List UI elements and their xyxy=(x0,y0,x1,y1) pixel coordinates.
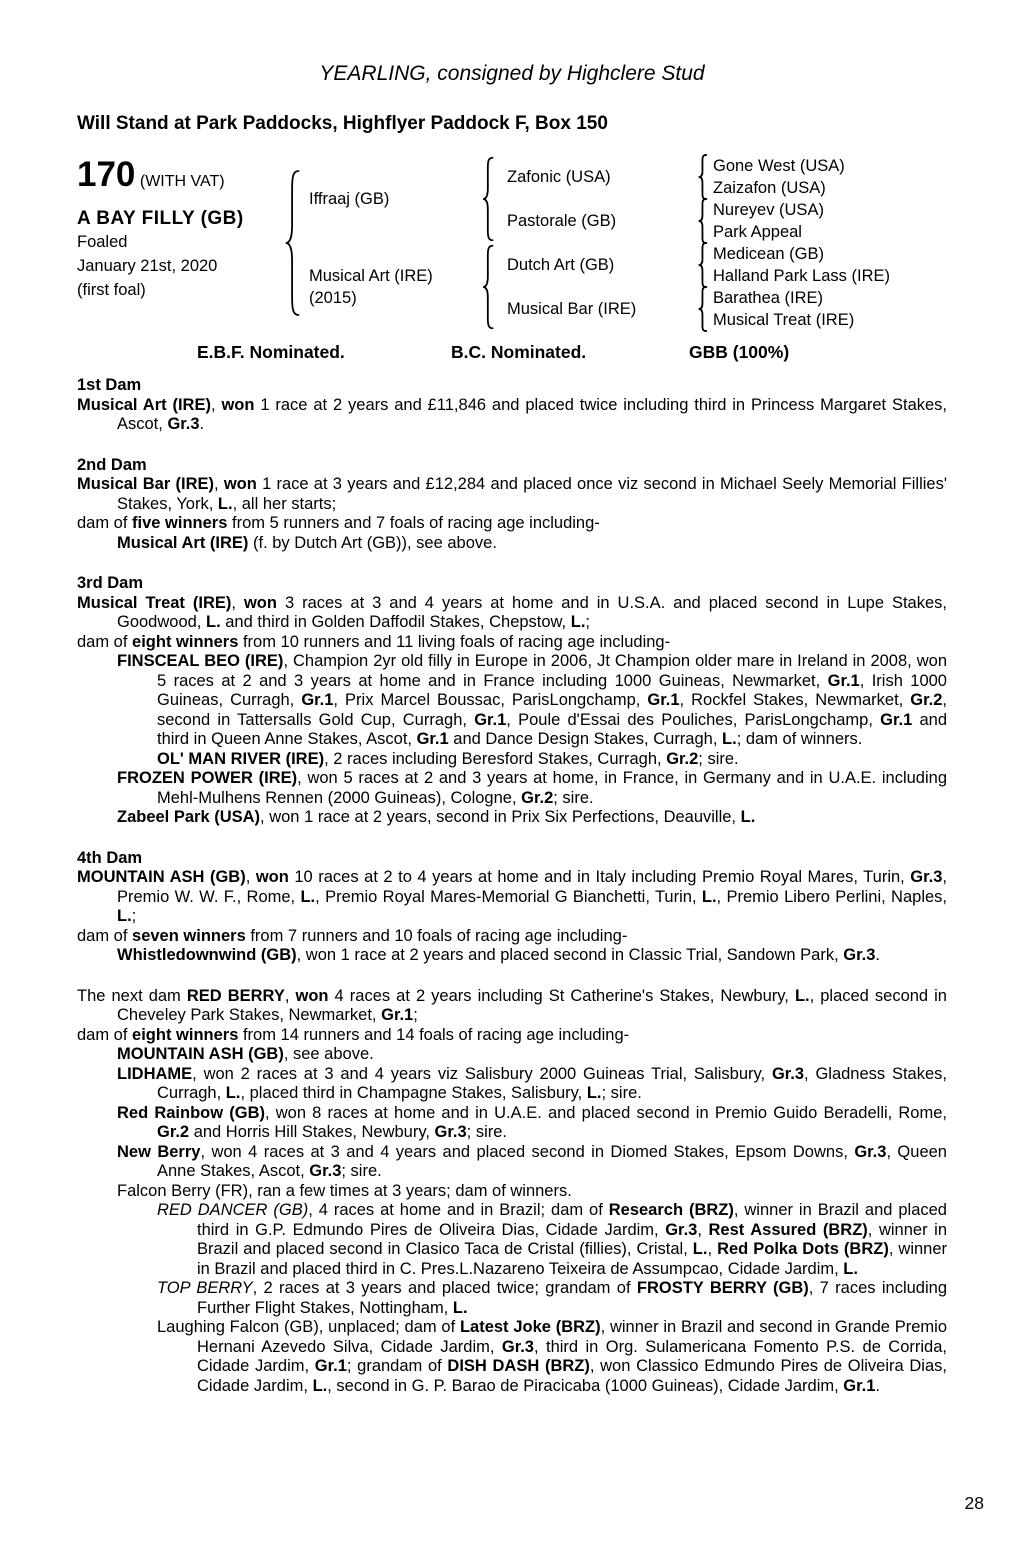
pedigree-brace-icon xyxy=(283,155,309,331)
pedigree-brace-icon xyxy=(481,155,507,243)
section-2nd-dam xyxy=(77,456,947,554)
dam-entry: Musical Art (IRE), won 1 race at 2 years and £11,846 and placed twice including third in Princess Margaret Stakes, Ascot, Gr.3. xyxy=(77,395,948,433)
offspring-entry: MOUNTAIN ASH (GB), see above. xyxy=(117,1045,374,1063)
offspring-entry: New Berry, won 4 races at 3 and 4 years and placed second in Diomed Stakes, Epsom Downs, Gr.3, Queen Anne Stakes, Ascot, Gr.3; sire. xyxy=(117,1142,947,1180)
lot-number-line xyxy=(77,155,283,195)
lot-description: A BAY FILLY (GB) xyxy=(77,208,244,229)
section-4th-dam xyxy=(77,849,947,966)
lot-number: 170 xyxy=(77,155,136,194)
dam-name: Musical Art (IRE) xyxy=(309,267,433,285)
dam-year: (2015) xyxy=(309,289,357,307)
offspring-entry: RED DANCER (GB), 4 races at home and in Brazil; dam of Research (BRZ), winner in Brazil and placed third in G.P. Edmundo Pires de Oliveira Dias, Cidade Jardim, Gr.3, Rest Assured (BRZ), winner in Brazil and placed second in Clasico Taca de Cristal (fillies), Cristal, L., Red Polka Dots (BRZ), winner in Brazil and placed third in C. Pres.L.Nazareno Teixeira de Assumpcao, Cidade Jardim, L. xyxy=(157,1201,948,1278)
sire-sire: Zafonic (USA) xyxy=(507,167,611,186)
dam-sire-dam: Halland Park Lass (IRE) xyxy=(713,266,890,285)
pedigree-brace-icon xyxy=(481,243,507,331)
section-heading: 1st Dam xyxy=(77,376,142,394)
dam-name-block xyxy=(309,243,481,331)
pedigree-brace-icon xyxy=(697,199,713,243)
dam-entry: The next dam RED BERRY, won 4 races at 2 years including St Catherine's Stakes, Newbury, L., placed second in Cheveley Park Stakes, Newmarket, Gr.1; xyxy=(77,986,947,1024)
section-heading: 4th Dam xyxy=(77,848,143,867)
offspring-entry: Musical Art (IRE) (f. by Dutch Art (GB)), see above. xyxy=(117,533,497,552)
foaled-label: Foaled xyxy=(77,233,128,251)
offspring-entry: FINSCEAL BEO (IRE), Champion 2yr old filly in Europe in 2006, Jt Champion older mare in Ireland in 2008, won 5 races at 2 and 3 years at home and in France including 1000 Guineas, Newmarket, Gr.1, Irish 1000 Guineas, Curragh, Gr.1, Prix Marcel Boussac, ParisLongchamp, Gr.1, Rockfel Stakes, Newmarket, Gr.2, second in Tattersalls Gold Cup, Curragh, Gr.1, Poule d'Essai des Pouliches, ParisLongchamp, Gr.1 and third in Queen Anne Stakes, Ascot, Gr.1 and Dance Design Stakes, Curragh, L.; dam of winners. xyxy=(117,652,948,748)
produce-summary: dam of eight winners from 14 runners and 14 foals of racing age including- xyxy=(77,1025,630,1044)
offspring-entry: Whistledownwind (GB), won 1 race at 2 years and placed second in Classic Trial, Sandown Park, Gr.3. xyxy=(117,946,880,964)
section-3rd-dam xyxy=(77,574,947,828)
lot-block xyxy=(77,155,283,331)
produce-summary: dam of eight winners from 10 runners and 11 living foals of racing age including- xyxy=(77,632,671,651)
offspring-entry: Falcon Berry (FR), ran a few times at 3 years; dam of winners. xyxy=(117,1181,572,1200)
pedigree-brace-icon xyxy=(697,155,713,199)
bc-nominated: B.C. Nominated. xyxy=(451,342,587,362)
pedigree-brace-icon xyxy=(697,243,713,287)
dam-dam-sire: Barathea (IRE) xyxy=(713,288,824,307)
stand-location-line: Will Stand at Park Paddocks, Highflyer Paddock F, Box 150 xyxy=(77,113,608,134)
produce-summary: dam of seven winners from 7 runners and 10 foals of racing age including- xyxy=(77,926,628,945)
sire-dam: Pastorale (GB) xyxy=(507,211,617,230)
produce-summary: dam of five winners from 5 runners and 7 foals of racing age including- xyxy=(77,514,600,532)
foaled-date: January 21st, 2020 xyxy=(77,257,218,275)
ebf-nominated: E.B.F. Nominated. xyxy=(197,342,345,362)
offspring-entry: TOP BERRY, 2 races at 3 years and placed twice; grandam of FROSTY BERRY (GB), 7 races including Further Flight Stakes, Nottingham, L. xyxy=(157,1279,947,1317)
offspring-entry: OL' MAN RIVER (IRE), 2 races including Beresford Stakes, Curragh, Gr.2; sire. xyxy=(157,749,739,768)
sire-dam-dam: Park Appeal xyxy=(713,222,802,241)
page-title: YEARLING, consigned by Highclere Stud xyxy=(319,62,705,85)
gbb-note: GBB (100%) xyxy=(689,342,790,362)
nominations-line xyxy=(77,342,1024,364)
page-number: 28 xyxy=(964,1493,984,1513)
offspring-entry: FROZEN POWER (IRE), won 5 races at 2 and 3 years at home, in France, in Germany and in U.A.E. including Mehl-Mulhens Rennen (2000 Guineas), Cologne, Gr.2; sire. xyxy=(117,769,947,807)
dam-sire-sire: Medicean (GB) xyxy=(713,244,824,263)
dam-entry: Musical Bar (IRE), won 1 race at 3 years and £12,284 and placed once viz second in Michael Seely Memorial Fillies' Stakes, York, L., all her starts; xyxy=(77,475,947,513)
dam-dam-dam: Musical Treat (IRE) xyxy=(713,310,855,329)
section-next-dam xyxy=(77,987,947,1397)
section-1st-dam xyxy=(77,376,947,435)
offspring-entry: Red Rainbow (GB), won 8 races at home and in U.A.E. and placed second in Premio Guido Beradelli, Rome, Gr.2 and Horris Hill Stakes, Newbury, Gr.3; sire. xyxy=(117,1103,947,1141)
dam-entry: Musical Treat (IRE), won 3 races at 3 and 4 years at home and in U.S.A. and placed second in Lupe Stakes, Goodwood, L. and third in Golden Daffodil Stakes, Chepstow, L.; xyxy=(77,593,947,631)
sire-sire-dam: Zaizafon (USA) xyxy=(713,178,826,197)
offspring-entry: LIDHAME, won 2 races at 3 and 4 years viz Salisbury 2000 Guineas Trial, Salisbury, Gr.3, Gladness Stakes, Curragh, L., placed third in Champagne Stakes, Salisbury, L.; sire. xyxy=(117,1064,947,1102)
dam-entry: MOUNTAIN ASH (GB), won 10 races at 2 to 4 years at home and in Italy including Premio Royal Mares, Turin, Gr.3, Premio W. W. F., Rome, L., Premio Royal Mares-Memorial G Bianchetti, Turin, L., Premio Libero Perlini, Naples, L.; xyxy=(77,868,947,925)
dam-dam: Musical Bar (IRE) xyxy=(507,299,637,318)
sire-dam-sire: Nureyev (USA) xyxy=(713,200,824,219)
pedigree-brace-icon xyxy=(697,287,713,331)
pedigree-text xyxy=(77,376,947,1396)
first-foal-note: (first foal) xyxy=(77,281,146,299)
sire-sire-sire: Gone West (USA) xyxy=(713,156,845,175)
section-heading: 2nd Dam xyxy=(77,455,147,474)
vat-note: (WITH VAT) xyxy=(139,173,225,190)
dam-sire: Dutch Art (GB) xyxy=(507,255,615,274)
section-heading: 3rd Dam xyxy=(77,574,144,592)
offspring-entry: Laughing Falcon (GB), unplaced; dam of Latest Joke (BRZ), winner in Brazil and second in Grande Premio Hernani Azevedo Silva, Cidade Jardim, Gr.3, third in Org. Sulamericana Fomento P.S. de Corrida, Cidade Jardim, Gr.1; grandam of DISH DASH (BRZ), won Classico Edmundo Pires de Oliveira Dias, Cidade Jardim, L., second in G. P. Barao de Piracicaba (1000 Guineas), Cidade Jardim, Gr.1. xyxy=(157,1318,948,1395)
pedigree-table xyxy=(77,155,1024,331)
sire-name: Iffraaj (GB) xyxy=(309,189,390,208)
offspring-entry: Zabeel Park (USA), won 1 race at 2 years, second in Prix Six Perfections, Deauville, L. xyxy=(117,808,756,826)
